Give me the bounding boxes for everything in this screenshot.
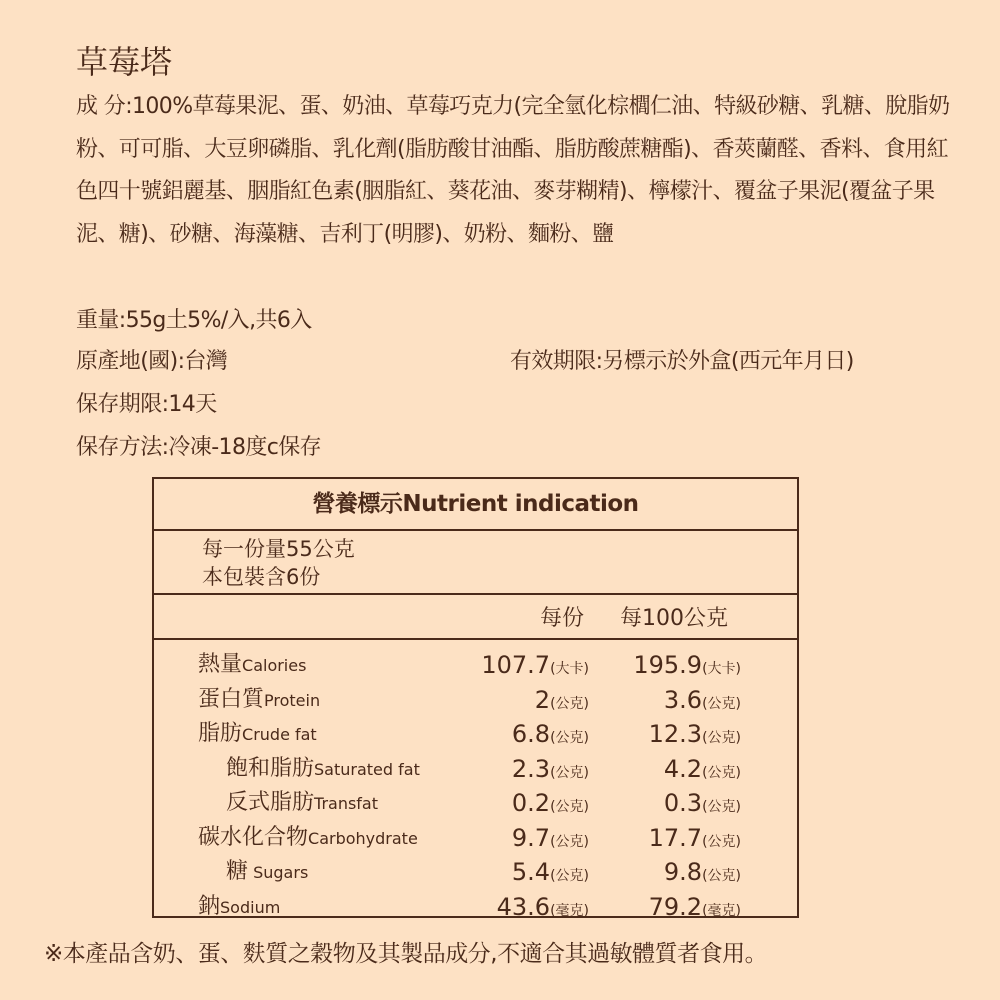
storage-text: 保存方法:冷凍-18度c保存 xyxy=(76,435,322,460)
weight-text: 重量:55g土5%/入,共6入 xyxy=(76,308,312,333)
value-per-100g: 17.7(公克) xyxy=(648,823,741,852)
value-per-100g: 195.9(大卡) xyxy=(633,651,741,679)
value-per-serving: 9.7(公克) xyxy=(511,823,589,852)
serving-size: 每一份量55公克 xyxy=(202,537,355,561)
nutrient-row xyxy=(154,717,797,752)
nutrition-panel xyxy=(152,477,799,921)
nutrient-name: 碳水化合物Carbohydrate xyxy=(198,824,418,850)
serving-info xyxy=(154,531,797,595)
product-title: 草莓塔 xyxy=(76,43,173,81)
col-per-serving: 每份 xyxy=(540,606,585,631)
nutrient-name: 蛋白質Protein xyxy=(198,686,321,712)
nutrient-name: 熱量Calories xyxy=(198,652,307,677)
value-per-100g: 79.2(毫克) xyxy=(648,892,741,921)
value-per-100g: 9.8(公克) xyxy=(663,858,741,886)
value-per-100g: 3.6(公克) xyxy=(663,685,741,714)
ingredients-text: 成 分:100%草莓果泥、蛋、奶油、草莓巧克力(完全氫化棕櫚仁油、特級砂糖、乳糖、脫脂奶粉、可可脂、大豆卵磷脂、乳化劑(脂肪酸甘油酯、脂肪酸蔗糖酯)、香莢蘭醛、香料、食用紅色四十號鋁麗基、胭脂紅色素(胭脂紅、葵花油、麥芽糊精)、檸檬汁、覆盆子果泥(覆盆子果泥、糖)、砂糖、海藻糖、吉利丁(明膠)、奶粉、麵粉、鹽 xyxy=(76,94,950,247)
nutrition-title: 營養標示Nutrient indication xyxy=(154,479,797,531)
nutrient-row xyxy=(154,786,797,821)
value-per-serving: 43.6(毫克) xyxy=(496,892,589,921)
nutrient-row xyxy=(154,683,797,718)
origin-text: 原產地(國):台灣 xyxy=(76,349,228,374)
value-per-serving: 0.2(公克) xyxy=(511,789,589,817)
column-headers xyxy=(154,595,797,640)
nutrient-row xyxy=(154,648,797,683)
value-per-serving: 6.8(公克) xyxy=(511,720,589,748)
nutrient-row xyxy=(154,890,797,925)
value-per-100g: 12.3(公克) xyxy=(648,720,741,748)
value-per-serving: 5.4(公克) xyxy=(511,858,589,886)
value-per-serving: 2.3(公克) xyxy=(511,754,589,783)
nutrient-name: 反式脂肪Transfat xyxy=(226,790,379,815)
value-per-100g: 0.3(公克) xyxy=(663,789,741,817)
value-per-serving: 107.7(大卡) xyxy=(481,651,589,679)
expiry-text: 有效期限:另標示於外盒(西元年月日) xyxy=(510,349,854,374)
servings-per-pack: 本包裝含6份 xyxy=(202,565,321,589)
nutrient-name: 飽和脂肪Saturated fat xyxy=(226,755,420,781)
nutrient-row xyxy=(154,855,797,890)
value-per-100g: 4.2(公克) xyxy=(663,754,741,783)
nutrient-row xyxy=(154,752,797,787)
nutrient-name: 鈉Sodium xyxy=(198,893,281,919)
nutrient-row xyxy=(154,821,797,856)
value-per-serving: 2(公克) xyxy=(534,685,589,714)
col-per-100g: 每100公克 xyxy=(620,606,728,631)
allergen-notice: ※本產品含奶、蛋、麩質之穀物及其製品成分,不適合其過敏體質者食用。 xyxy=(44,941,768,967)
nutrient-name: 脂肪Crude fat xyxy=(198,721,317,746)
nutrient-name: 糖 Sugars xyxy=(226,859,309,884)
shelf-life-text: 保存期限:14天 xyxy=(76,392,217,417)
nutrition-rows xyxy=(154,640,797,924)
